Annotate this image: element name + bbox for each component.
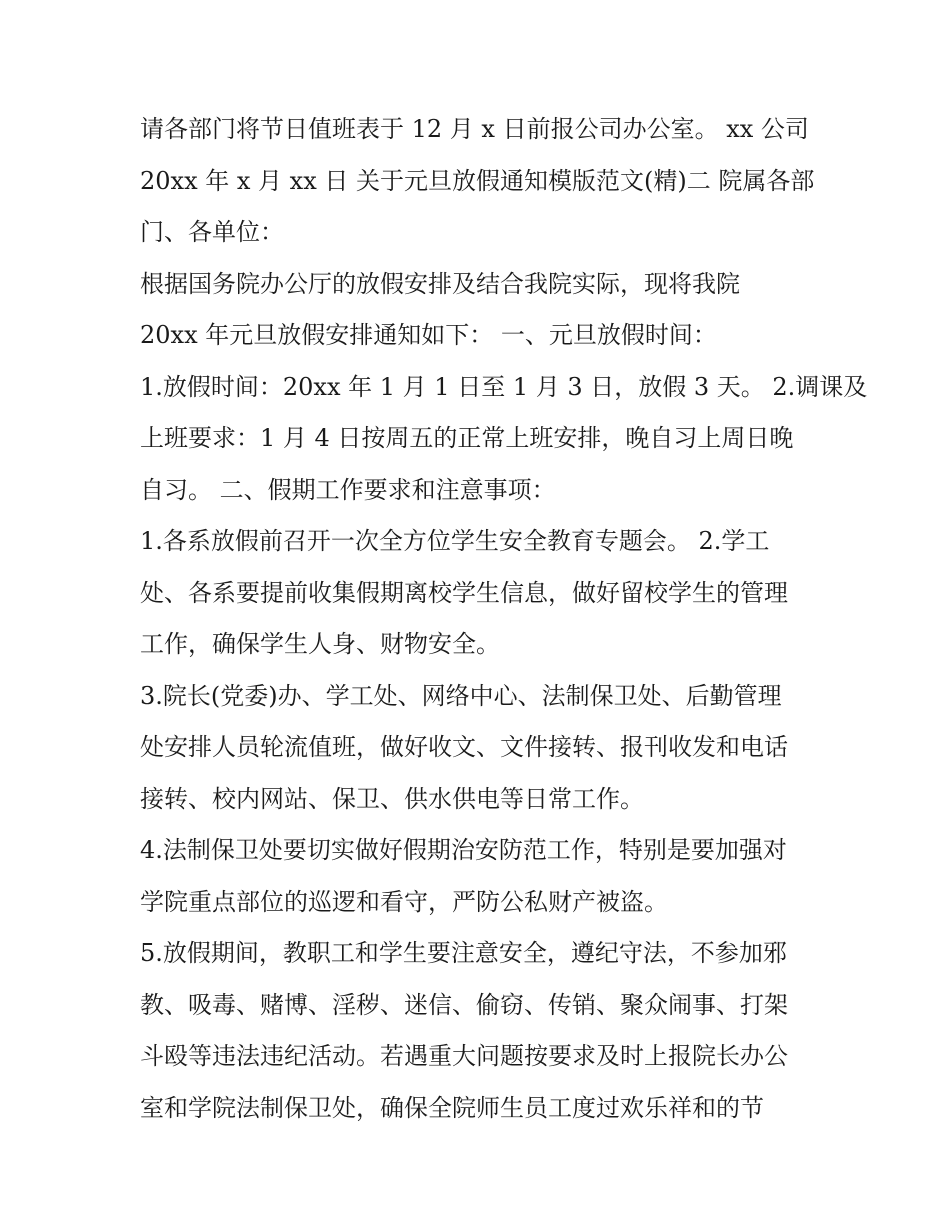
- text-line: 3.院长(党委)办、学工处、网络中心、法制保卫处、后勤管理: [140, 681, 782, 710]
- text-line: 工作，确保学生人身、财物安全。: [140, 630, 500, 658]
- document-body: [140, 104, 868, 1134]
- text-line: 处安排人员轮流值班，做好收文、文件接转、报刊收发和电话: [140, 733, 788, 761]
- text-line: 请各部门将节日值班表于 12 月 x 日前报公司办公室。 xx 公司: [140, 115, 809, 143]
- text-line: 接转、校内网站、保卫、供水供电等日常工作。: [140, 784, 644, 813]
- text-line: 4.法制保卫处要切实做好假期治安防范工作，特别是要加强对: [140, 836, 787, 864]
- text-line: 根据国务院办公厅的放假安排及结合我院实际，现将我院: [140, 269, 740, 298]
- text-line: 1.放假时间：20xx 年 1 月 1 日至 1 月 3 日，放假 3 天。 2.调课及: [140, 372, 868, 401]
- text-line: 20xx 年 x 月 xx 日 关于元旦放假通知模版范文(精)二 院属各部: [140, 166, 815, 195]
- text-line: 斗殴等违法违纪活动。若遇重大问题按要求及时上报院长办公: [140, 1042, 788, 1070]
- text-line: 20xx 年元旦放假安排通知如下： 一、元旦放假时间：: [140, 321, 717, 349]
- text-line: 学院重点部位的巡逻和看守，严防公私财产被盗。: [140, 887, 668, 916]
- text-line: 上班要求：1 月 4 日按周五的正常上班安排，晚自习上周日晚: [140, 424, 794, 452]
- text-line: 5.放假期间，教职工和学生要注意安全，遵纪守法，不参加邪: [140, 939, 787, 967]
- text-line: 门、各单位：: [140, 218, 284, 246]
- text-line: 自习。 二、假期工作要求和注意事项：: [140, 475, 556, 504]
- text-line: 处、各系要提前收集假期离校学生信息，做好留校学生的管理: [140, 578, 788, 607]
- text-line: 教、吸毒、赌博、淫秽、迷信、偷窃、传销、聚众闹事、打架: [140, 990, 788, 1019]
- text-line: 1.各系放假前召开一次全方位学生安全教育专题会。 2.学工: [140, 527, 770, 555]
- text-line: 室和学院法制保卫处，确保全院师生员工度过欢乐祥和的节: [140, 1093, 764, 1122]
